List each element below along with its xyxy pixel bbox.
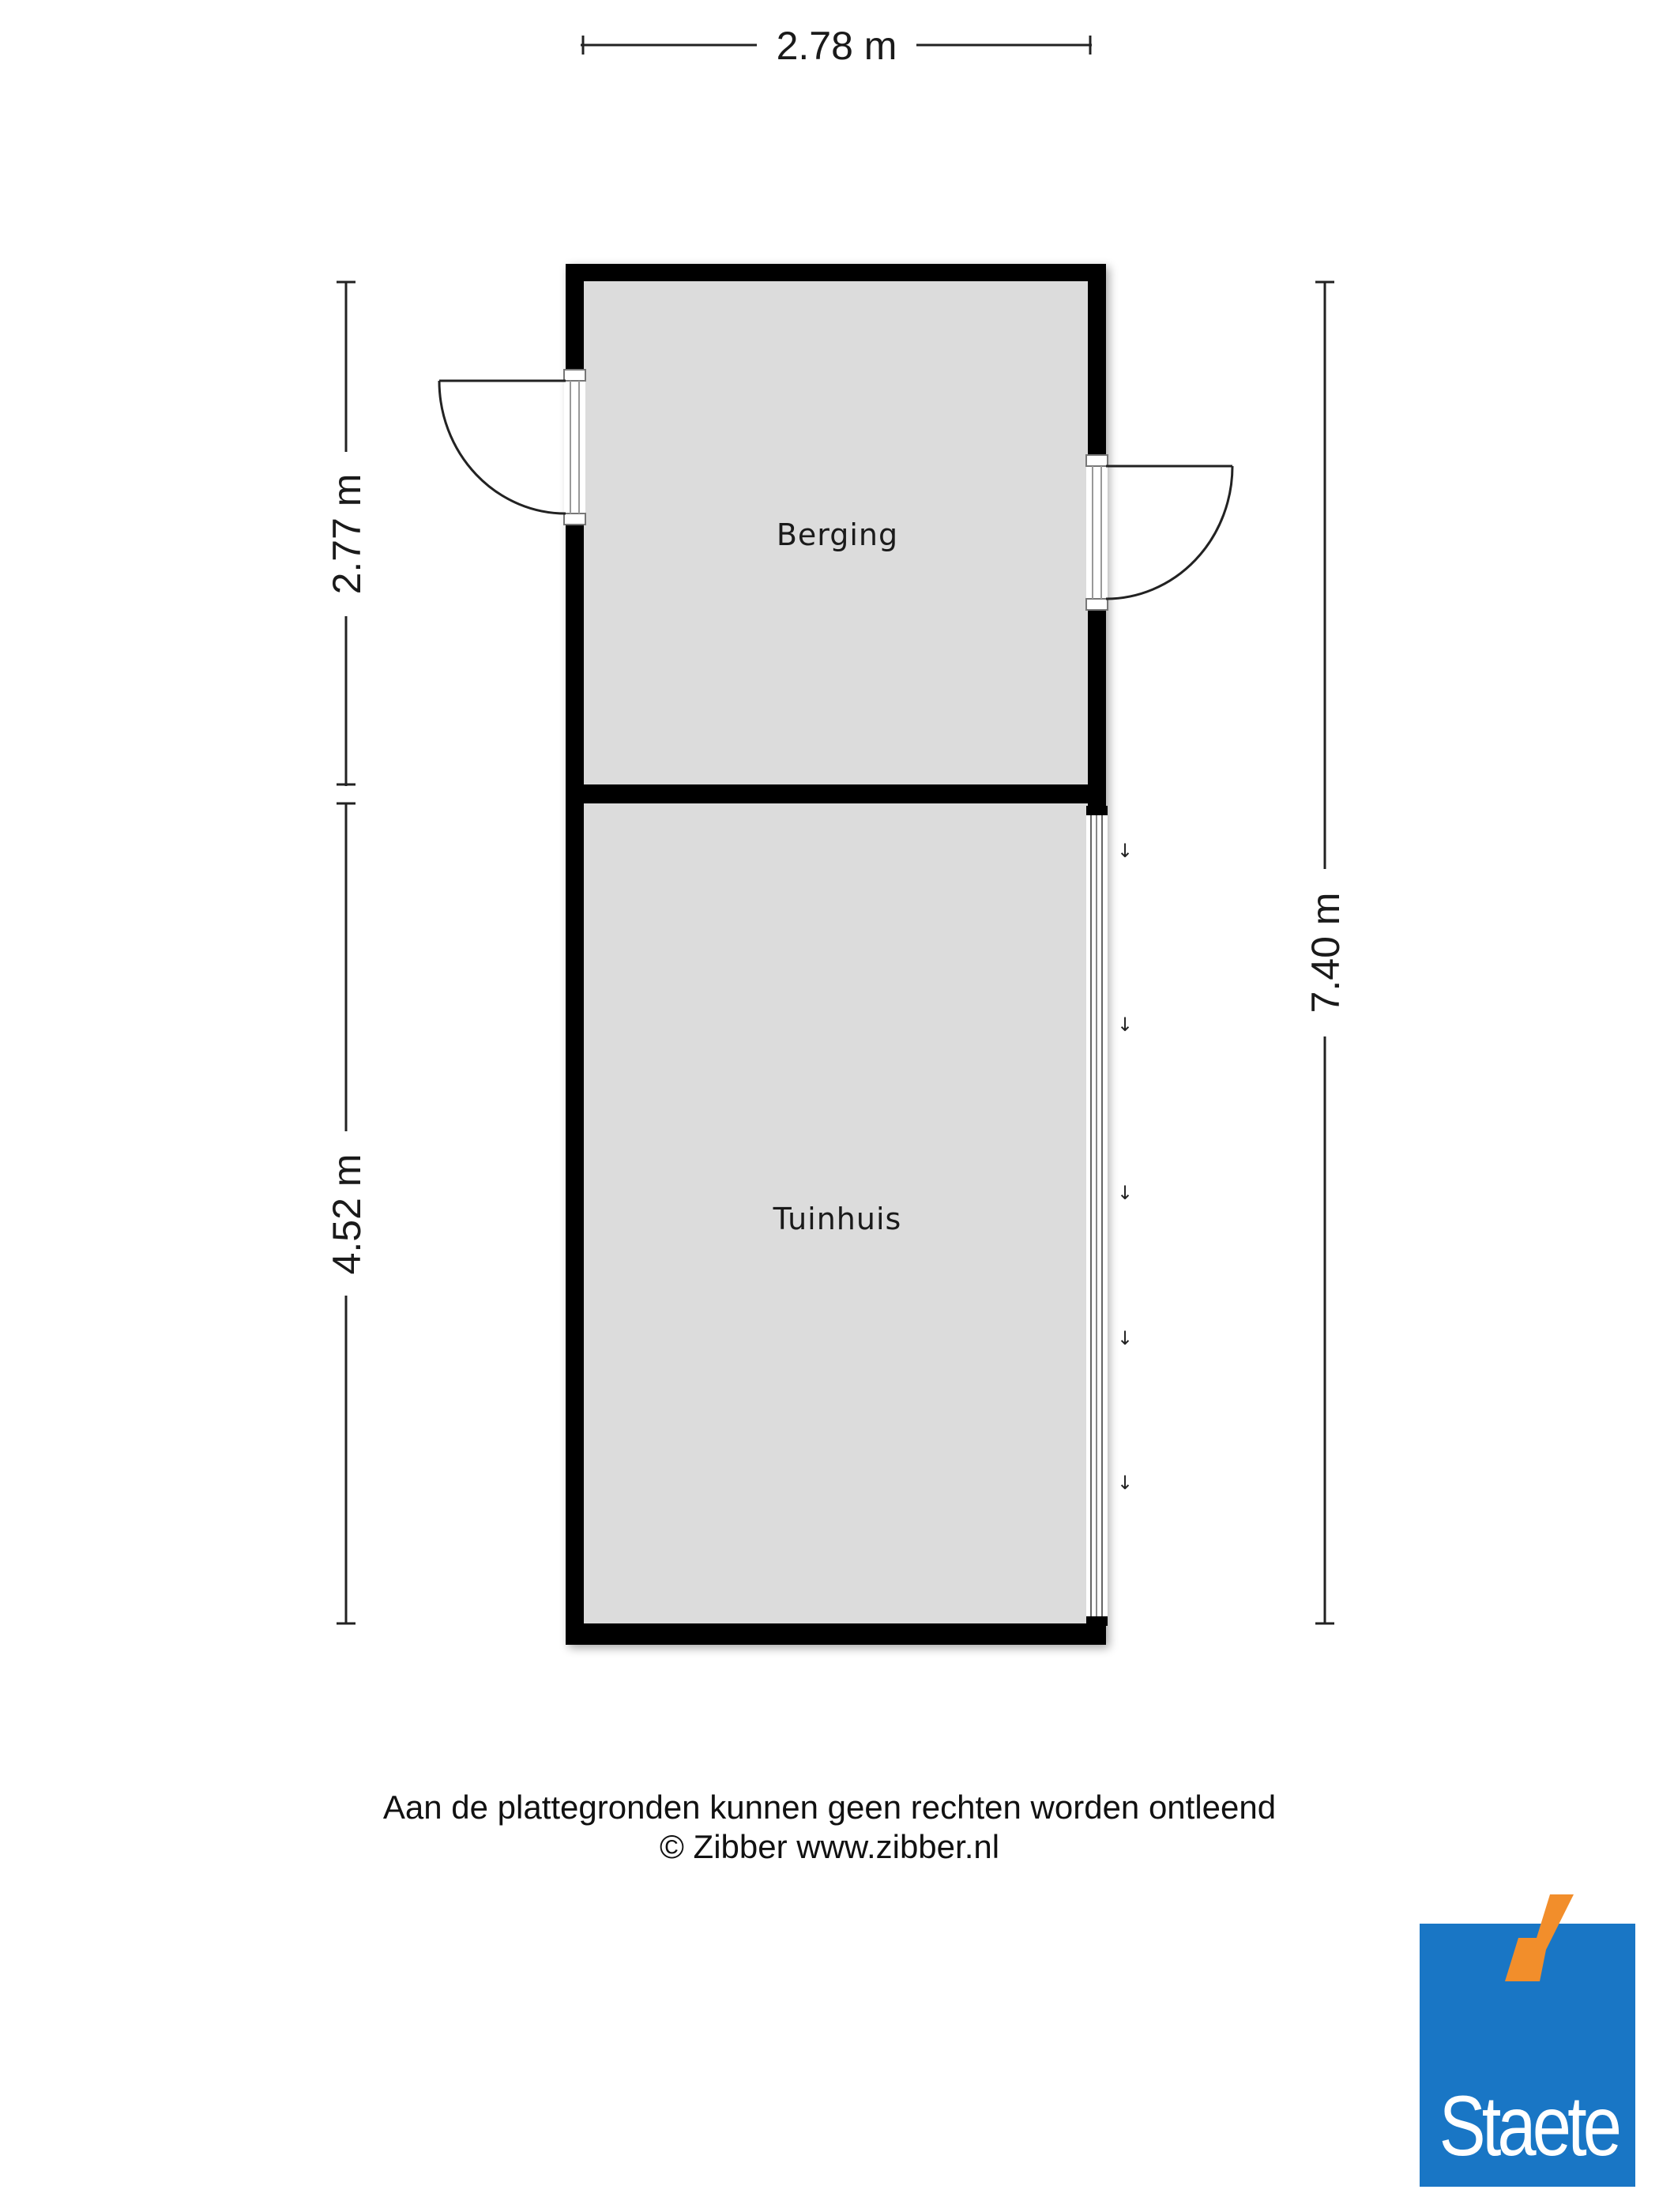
room-label-berging: Berging xyxy=(776,517,899,552)
footer-credit: © Zibber www.zibber.nl xyxy=(659,1828,1000,1865)
sliding-arrow: ↓ xyxy=(1116,1472,1134,1494)
room-label-tuinhuis: Tuinhuis xyxy=(773,1202,902,1236)
staete-logo xyxy=(1420,1894,1635,2187)
dimension-left-upper-label: 2.77 m xyxy=(325,473,369,595)
building xyxy=(566,264,1106,1645)
footer-disclaimer: Aan de plattegronden kunnen geen rechten worden ontleend xyxy=(382,1789,1277,1826)
sliding-arrows xyxy=(1117,840,1133,1494)
sliding-glass-wall xyxy=(1086,806,1108,1626)
door-left xyxy=(439,370,585,525)
logo-text: Staete xyxy=(1439,2078,1619,2173)
dimension-right-total-label: 7.40 m xyxy=(1304,892,1348,1014)
logo-accent-icon xyxy=(1420,1894,1635,2052)
sliding-arrow: ↓ xyxy=(1116,1182,1134,1204)
door-right xyxy=(1086,455,1232,610)
dimension-left-lower-label: 4.52 m xyxy=(325,1153,369,1275)
sliding-arrow: ↓ xyxy=(1116,1327,1134,1349)
dimension-top-label: 2.78 m xyxy=(776,24,897,68)
sliding-arrow: ↓ xyxy=(1116,1014,1134,1036)
sliding-arrow: ↓ xyxy=(1116,840,1134,862)
